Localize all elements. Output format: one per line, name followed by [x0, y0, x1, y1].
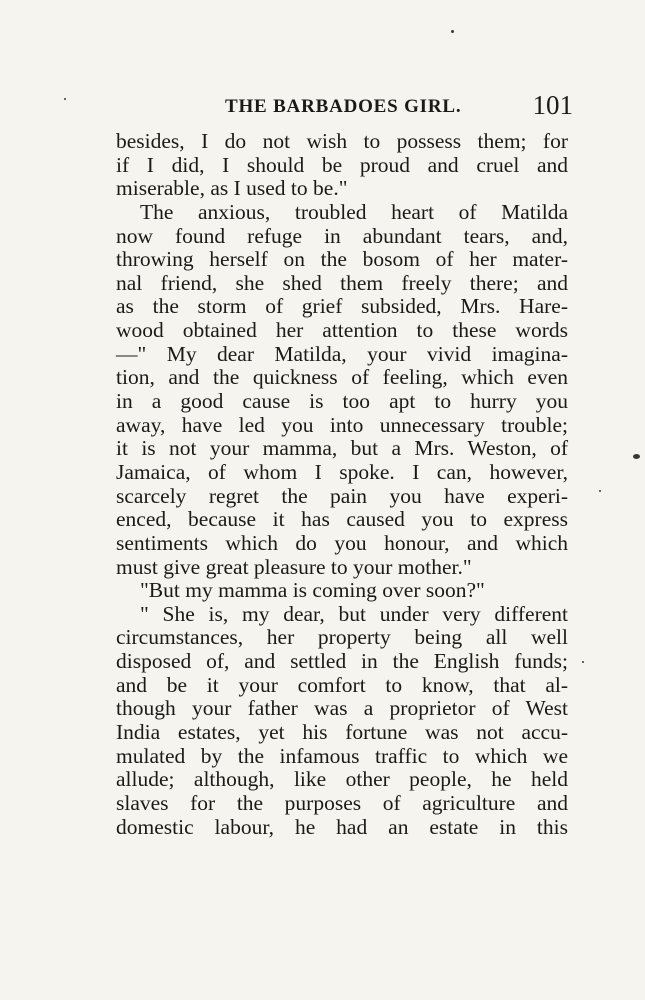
ink-speck [451, 30, 454, 33]
text-line: "But my mamma is coming over soon?" [140, 578, 485, 603]
text-line: sentiments which do you honour, and which [116, 530, 568, 555]
text-line: tion, and the quickness of feeling, which even [116, 365, 568, 390]
page-number: 101 [532, 90, 573, 120]
text-line: circumstances, her property being all well [116, 625, 568, 650]
text-line: miserable, as I used to be." [116, 176, 348, 201]
text-line: now found refuge in abundant tears, and, [116, 223, 568, 248]
text-line: nal friend, she shed them freely there; and [116, 270, 568, 295]
text-line: if I did, I should be proud and cruel and [116, 152, 568, 177]
running-title: THE BARBADOES GIRL. [225, 96, 462, 117]
ink-speck [64, 98, 66, 100]
text-line: wood obtained her attention to these words [116, 318, 568, 343]
text-line: besides, I do not wish to possess them; for [116, 129, 568, 153]
text-line: it is not your mamma, but a Mrs. Weston, of [116, 436, 568, 461]
text-line: enced, because it has caused you to express [116, 507, 568, 532]
text-line: away, have led you into unnecessary trouble; [116, 412, 568, 437]
text-line: —" My dear Matilda, your vivid imagina- [116, 341, 568, 366]
ink-speck [582, 661, 584, 663]
text-line: slaves for the purposes of agriculture and [116, 790, 568, 815]
text-line: domestic labour, he had an estate in this [116, 814, 568, 839]
text-line: and be it your comfort to know, that al- [116, 672, 568, 697]
ink-speck [599, 490, 601, 492]
text-line: though your father was a proprietor of West [116, 696, 568, 721]
text-line: in a good cause is too apt to hurry you [116, 389, 568, 414]
text-line: " She is, my dear, but under very different [140, 601, 568, 626]
text-line: disposed of, and settled in the English funds; [116, 649, 568, 674]
text-line: mulated by the infamous traffic to which we [116, 743, 568, 768]
text-line: must give great pleasure to your mother." [116, 554, 472, 579]
text-line: Jamaica, of whom I spoke. I can, however, [116, 459, 568, 484]
text-line: India estates, yet his fortune was not accu- [116, 720, 568, 745]
body-text [116, 130, 568, 839]
text-line: scarcely regret the pain you have experi- [116, 483, 568, 508]
text-line: The anxious, troubled heart of Matilda [140, 199, 568, 224]
text-line: as the storm of grief subsided, Mrs. Hare- [116, 294, 568, 319]
text-line: allude; although, like other people, he held [116, 767, 568, 792]
text-line: throwing herself on the bosom of her mater- [116, 247, 568, 272]
page-header [225, 90, 585, 120]
ink-speck [633, 454, 640, 459]
